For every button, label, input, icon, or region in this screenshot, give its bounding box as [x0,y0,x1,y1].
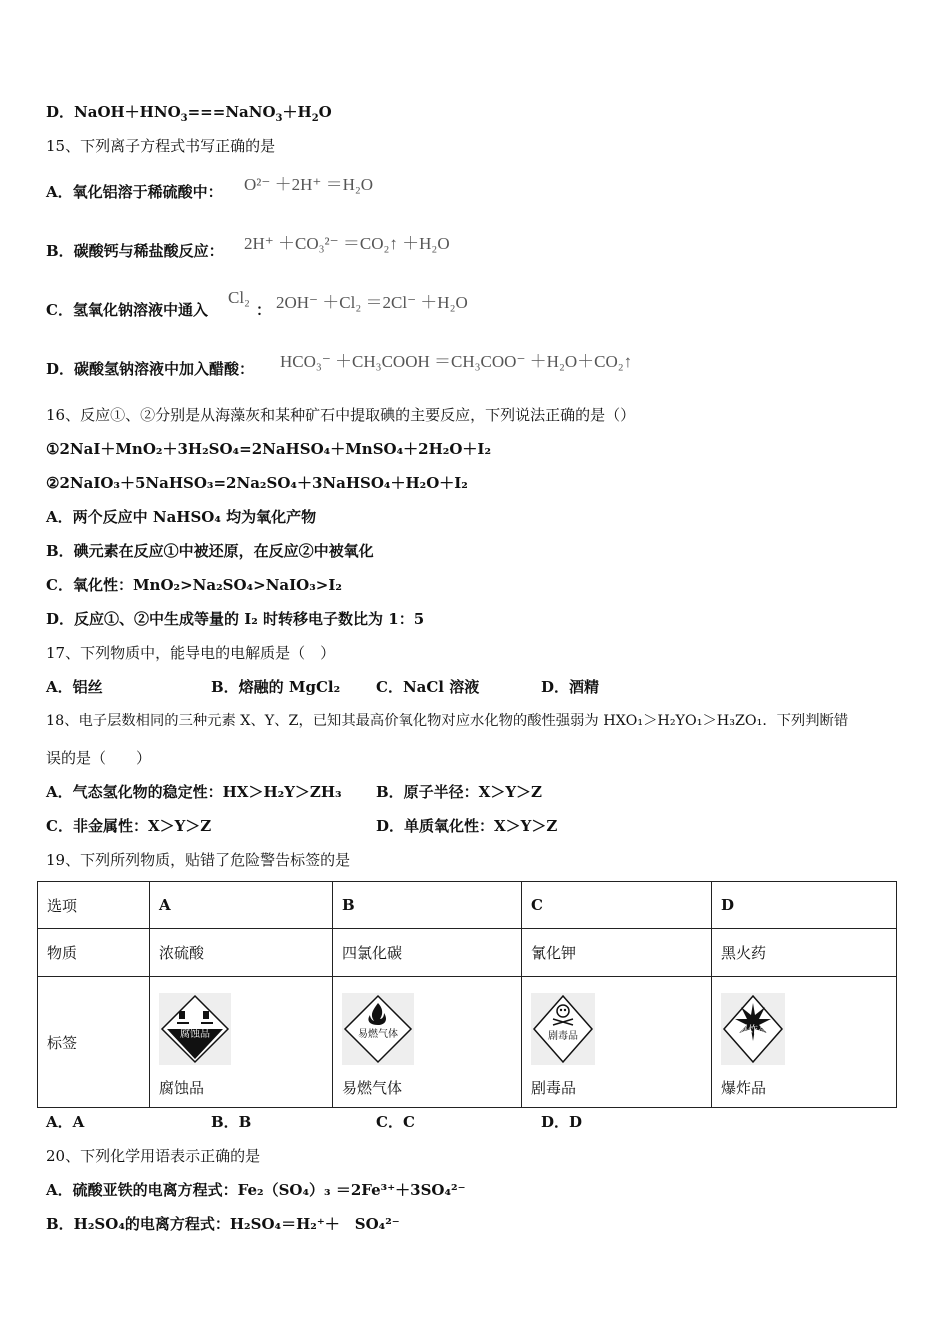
q15-option-c-colon: ： [256,301,272,319]
svg-text:腐蚀品: 腐蚀品 [180,1028,210,1040]
table-cell: 浓硫酸 [150,929,333,977]
q16-option-b: B．碘元素在反应①中被还原，在反应②中被氧化 [46,542,374,560]
q18-option-b: B．原子半径：X＞Y＞Z [376,783,542,801]
q19-option-b: B．B [211,1113,252,1131]
q17-option-b: B．熔融的 MgCl₂ [211,678,341,696]
q15-option-d-label: D．碳酸氢钠溶液中加入醋酸： [46,360,255,378]
explosive-sign-icon [721,993,785,1065]
table-cell: B [333,882,522,929]
q17-option-d: D．酒精 [541,678,600,696]
q15-option-b-label: B．碳酸钙与稀盐酸反应： [46,242,224,260]
table-cell: C [522,882,712,929]
q19-option-a: A．A [46,1113,85,1131]
sign-caption: 易燃气体 [342,1078,403,1097]
table-cell: 物质 [38,929,150,977]
q20-option-a: A．硫酸亚铁的电离方程式：Fe₂（SO₄）₃ ＝2Fe³⁺＋3SO₄²⁻ [46,1181,466,1199]
q15-stem: 15、下列离子方程式书写正确的是 [46,137,276,155]
q17-stem: 17、下列物质中，能导电的电解质是（ ） [46,644,336,662]
flammable-gas-sign-icon [342,993,414,1065]
table-cell [712,977,897,1108]
q16-reaction-2: ②2NaIO₃＋5NaHSO₃=2Na₂SO₄＋3NaHSO₄＋H₂O＋I₂ [46,474,468,492]
sign-caption: 剧毒品 [531,1078,577,1097]
q18-option-d: D．单质氧化性：X＞Y＞Z [376,817,558,835]
q15-option-c-equation: 2OH⁻ ＋Cl₂ ＝2Cl⁻ ＋H₂O [276,293,468,312]
table-cell [333,977,522,1108]
q19-stem: 19、下列所列物质，贴错了危险警告标签的是 [46,851,351,869]
q16-option-c: C．氧化性：MnO₂>Na₂SO₄>NaIO₃>I₂ [46,576,342,594]
q18-stem-line2: 误的是（ ） [46,749,152,767]
q15-option-d-equation: HCO₃⁻ ＋CH₃COOH ＝CH₃COO⁻ ＋H₂O＋CO₂↑ [280,352,633,371]
q19-option-d: D．D [541,1113,583,1131]
q16-option-a: A．两个反应中 NaHSO₄ 均为氧化产物 [46,508,317,526]
corrosive-sign-icon [159,993,231,1065]
table-row [38,977,897,1108]
q20-stem: 20、下列化学用语表示正确的是 [46,1147,261,1165]
svg-text:剧毒品: 剧毒品 [548,1030,578,1042]
table-cell: 选项 [38,882,150,929]
svg-text:爆炸品: 爆炸品 [738,1024,768,1036]
q17-option-c: C．NaCl 溶液 [376,678,480,696]
q15-option-b-equation: 2H⁺ ＋CO₃²⁻ ＝CO₂↑ ＋H₂O [244,234,450,253]
table-cell: 标签 [38,977,150,1108]
sign-caption: 腐蚀品 [159,1078,205,1097]
q18-stem-line1: 18、电子层数相同的三种元素 X、Y、Z，已知其最高价氧化物对应水化物的酸性强弱为 HXO₁＞H₂YO₁＞H₃ZO₁．下列判断错 [46,713,849,729]
q19-option-c: C．C [376,1113,415,1131]
table-row [38,929,897,977]
q18-option-c: C．非金属性：X＞Y＞Z [46,817,212,835]
table-cell: 黑火药 [712,929,897,977]
q15-option-a-equation: O²⁻ ＋2H⁺ ＝H₂O [244,175,374,194]
q14-option-d: D．$NaOH+HNO_3===NaNO_3+H_2O$ [46,103,332,124]
q16-reaction-1: ①2NaI＋MnO₂＋3H₂SO₄=2NaHSO₄＋MnSO₄＋2H₂O＋I₂ [46,440,492,458]
q16-stem: 16、反应①、②分别是从海藻灰和某种矿石中提取碘的主要反应，下列说法正确的是（） [46,406,636,424]
q15-option-c-label: C．氢氧化钠溶液中通入 [46,301,208,319]
sign-caption: 爆炸品 [721,1078,767,1097]
table-cell: 氰化钾 [522,929,712,977]
table-row [38,882,897,929]
q18-option-a: A．气态氢化物的稳定性：HX＞H₂Y＞ZH₃ [46,783,342,801]
table-cell: A [150,882,333,929]
q17-option-a: A．铝丝 [46,678,103,696]
q15-option-c-gas: Cl₂ [228,288,250,307]
table-cell: 四氯化碳 [333,929,522,977]
svg-text:易燃气体: 易燃气体 [358,1028,398,1040]
q20-option-b: B．H₂SO₄的电离方程式：H₂SO₄＝H₂⁺＋ SO₄²⁻ [46,1215,400,1233]
q16-option-d: D．反应①、②中生成等量的 I₂ 时转移电子数比为 1：5 [46,610,425,628]
table-cell: D [712,882,897,929]
q15-option-a-label: A．氧化铝溶于稀硫酸中： [46,183,223,201]
hazard-label-table [37,881,897,1108]
toxic-sign-icon [531,993,595,1065]
table-cell [150,977,333,1108]
table-cell [522,977,712,1108]
